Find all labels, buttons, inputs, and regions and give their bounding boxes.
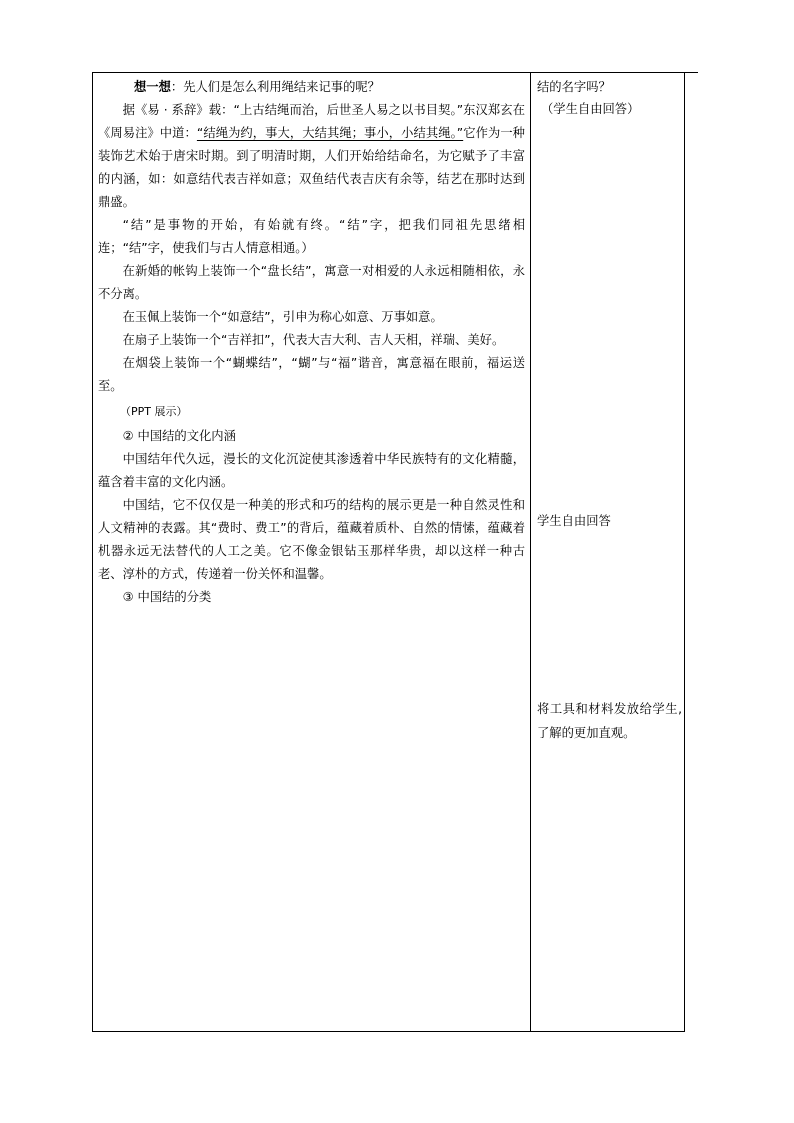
r1-line2: （学生自由回答） [541,102,640,116]
lesson-content-column [98,76,525,609]
table-column-divider [530,72,531,1032]
r3-text: 将工具和材料发放给学生,了解的更加直观。 [537,702,682,740]
r2-text: 学生自由回答 [537,514,611,528]
think-question [98,76,525,99]
origin-text-before: 据《易 · 系辞》载：“上古结绳而治，后世圣人易之以书目契。”东汉郑玄在《周易注》中道： [98,103,525,140]
ppt-note: （PPT 展示） [120,405,188,418]
paragraph-origin [98,99,525,214]
origin-text-after: 它作为一种装饰艺术始于唐宋时期。到了明清时期，人们开始给结命名，为它赋予了丰富的内涵，如：如意结代表吉祥如意；双鱼结代表吉庆有余等，结艺在那时达到鼎盛。 [98,126,525,209]
section-heading-2: ② 中国结的文化内涵 [122,429,236,443]
table-right-border [684,72,685,1032]
paragraph-panchang-knot: 在新婚的帐钩上装饰一个“盘长结”，寓意一对相爱的人永远相随相依，永不分离。 [98,264,525,301]
paragraph-jixiang-knot: 在扇子上装饰一个“吉祥扣”，代表大吉大利、吉人天相，祥瑞、美好。 [122,333,505,347]
paragraph-ruyi-knot: 在玉佩上装饰一个“如意结”，引申为称心如意、万事如意。 [122,310,443,324]
origin-quote-underlined: “结绳为约，事大，大结其绳；事小，小结其绳。” [196,126,464,140]
table-bottom-border [92,1031,685,1032]
section-heading-3: ③ 中国结的分类 [122,590,212,604]
paragraph-culture-2: 中国结，它不仅仅是一种美的形式和巧的结构的展示更是一种自然灵性和人文精神的表露。其“费时、费工”的背后，蕴藏着质朴、自然的情愫，蕴藏着机器永远无法替代的人工之美。它不像金银钻玉那样华贵，却以这样一种古老、淳朴的方式，传递着一份关怀和温馨。 [98,498,525,581]
student-activity-r2 [537,510,682,532]
think-question-text: ：先人们是怎么利用绳结来记事的呢？ [170,80,380,94]
paragraph-culture-1: 中国结年代久远，漫长的文化沉淀使其渗透着中华民族特有的文化精髓，蕴含着丰富的文化内涵。 [98,452,525,489]
paragraph-butterfly-knot: 在烟袋上装饰一个“蝴蝶结”，“蝴”与“福”谐音，寓意福在眼前，福运送至。 [98,356,525,393]
table-top-border [92,72,698,73]
table-left-border [92,72,93,1032]
student-activity-r1 [537,76,682,120]
think-label: 想一想 [134,80,171,94]
paragraph-meaning: “结”是事物的开始，有始就有终。“结”字，把我们同祖先思绪相连；“结”字，使我们与古人情意相通。） [98,218,525,255]
r1-line1: 结的名字吗？ [537,80,611,94]
student-activity-r3 [537,697,682,745]
